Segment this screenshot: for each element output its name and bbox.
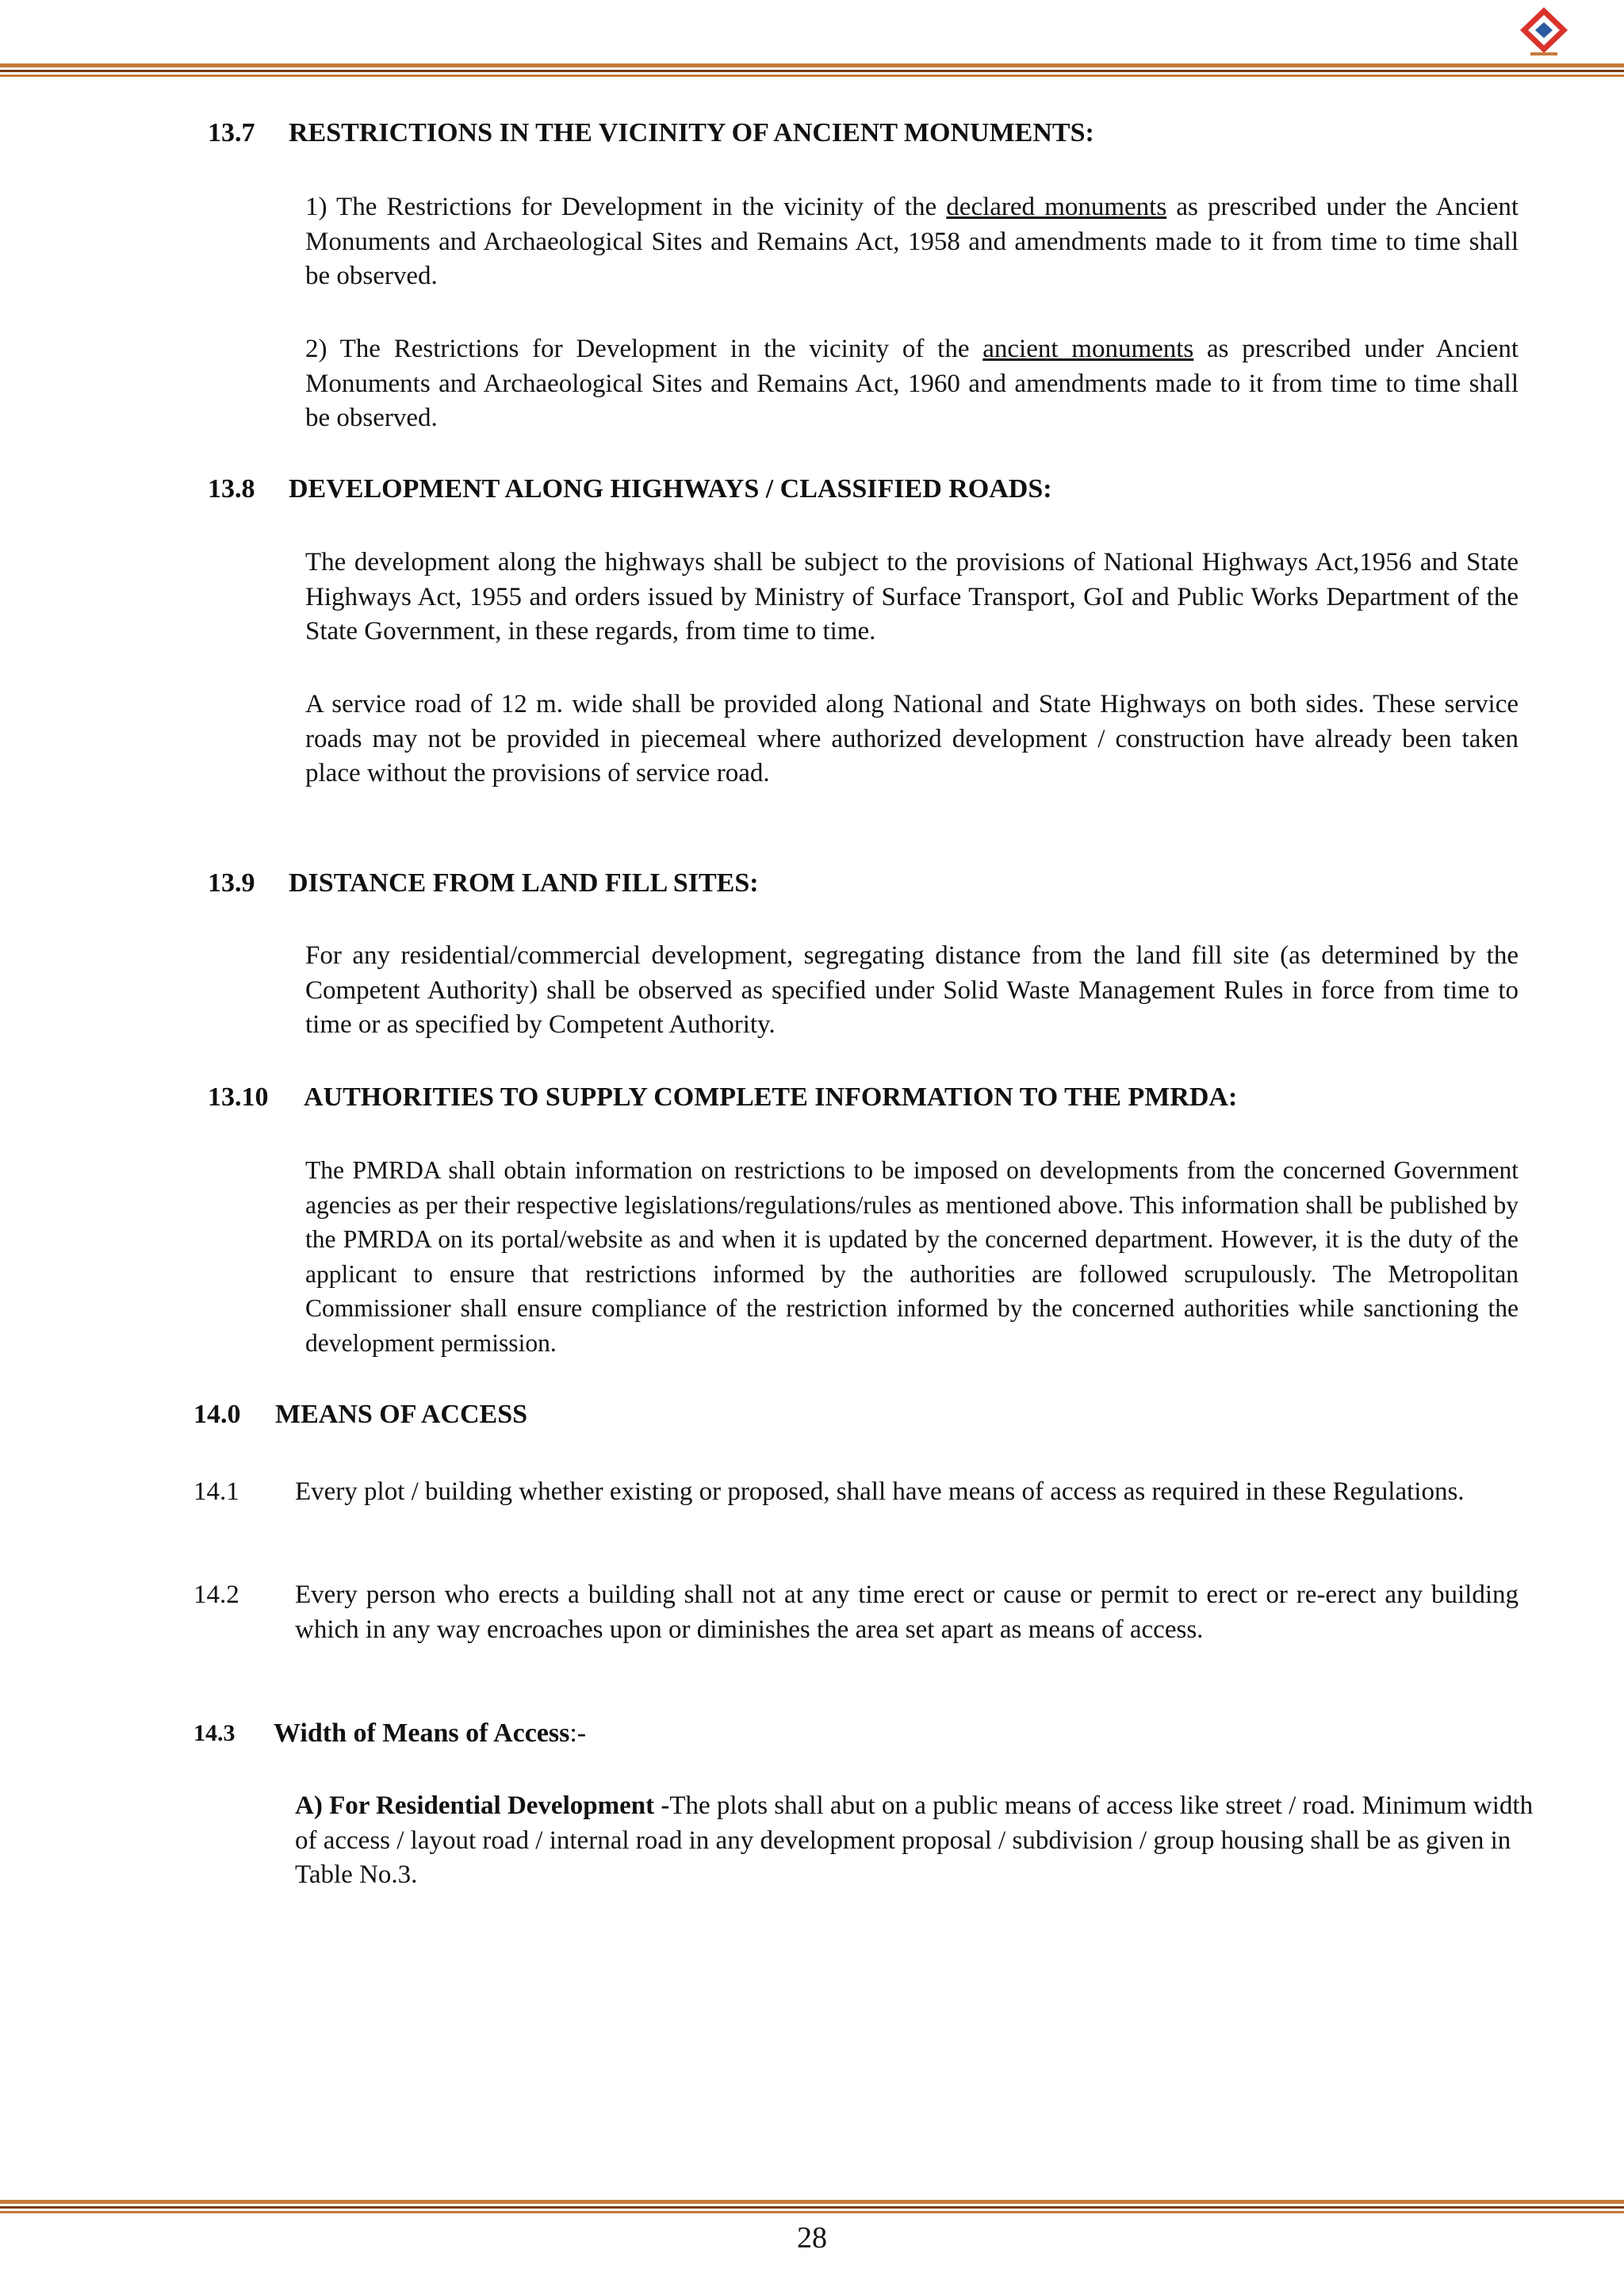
paragraph-text: Every plot / building whether existing or proposed, shall have means of access as required in these Regulations. bbox=[295, 1477, 1465, 1506]
paragraph-13-9-1 bbox=[305, 939, 1519, 1043]
header-rule bbox=[0, 70, 1624, 72]
title-text: Width of Means of Access bbox=[274, 1718, 570, 1748]
section-title bbox=[274, 1718, 586, 1749]
subheading-text: A) For Residential Development - bbox=[295, 1791, 670, 1820]
pmrda-logo-icon bbox=[1516, 6, 1572, 62]
clause-number-14-1: 14.1 bbox=[193, 1477, 239, 1506]
text-span: as prescribed under Ancient Monuments and Archaeological Sites and Remains Act, 1960 and amendments made to it from time to time shall be observed. bbox=[305, 335, 1519, 432]
section-number: 13.7 bbox=[208, 118, 255, 148]
paragraph-13-8-1 bbox=[305, 546, 1519, 649]
paragraph-14-3-a bbox=[295, 1789, 1556, 1893]
section-title: DISTANCE FROM LAND FILL SITES: bbox=[289, 868, 759, 898]
text-span: 2) The Restrictions for Development in the vicinity of the bbox=[305, 335, 983, 363]
page-number: 28 bbox=[797, 2221, 827, 2255]
footer-rule bbox=[0, 2206, 1624, 2209]
paragraph-text: For any residential/commercial development, segregating distance from the land fill site (as determined by the Competent Authority) shall be observed as specified under Solid Waste Management Rules in force from time to time or as specified by Competent Authority. bbox=[305, 941, 1519, 1039]
paragraph-text: The PMRDA shall obtain information on restrictions to be imposed on developments from the concerned Government agencies as per their respective legislations/regulations/rules as mentioned above. This information shall be published by the PMRDA on its portal/website as and when it is updated by the concerned department. However, it is the duty of the applicant to ensure that restrictions informed by the authorities are followed scrupulously. The Metropolitan Commissioner shall ensure compliance of the restriction informed by the concerned authorities while sanctioning the development permission. bbox=[305, 1156, 1519, 1357]
text-span: as prescribed under the Ancient Monuments and Archaeological Sites and Remains Act, 1958 and amendments made to it from time to time shall be observed. bbox=[305, 193, 1519, 290]
section-number: 13.10 bbox=[208, 1082, 269, 1112]
paragraph-13-10-1 bbox=[305, 1153, 1519, 1360]
text-span: The plots shall abut on a public means of access like street / road. Minimum width of access / layout road / internal road in any development proposal / subdivision / group housing shall be as given in Table No.3. bbox=[295, 1791, 1534, 1889]
section-number: 14.3 bbox=[193, 1720, 236, 1746]
paragraph-13-7-2 bbox=[305, 332, 1519, 436]
header-rule bbox=[0, 63, 1624, 67]
footer-rule bbox=[0, 2200, 1624, 2204]
paragraph-text: Every person who erects a building shall not at any time erect or cause or permit to erect or re-erect any building which in any way encroaches upon or diminishes the area set apart as means of access. bbox=[295, 1580, 1519, 1644]
section-title: DEVELOPMENT ALONG HIGHWAYS / CLASSIFIED ROADS: bbox=[289, 474, 1052, 504]
section-number: 13.9 bbox=[208, 868, 255, 898]
paragraph-text: The development along the highways shall be subject to the provisions of National Highways Act,1956 and State Highways Act, 1955 and orders issued by Ministry of Surface Transport, GoI and Public Works Department of the State Government, in these regards, from time to time. bbox=[305, 548, 1519, 646]
section-title: AUTHORITIES TO SUPPLY COMPLETE INFORMATION TO THE PMRDA: bbox=[304, 1082, 1238, 1112]
section-title: RESTRICTIONS IN THE VICINITY OF ANCIENT MONUMENTS: bbox=[289, 118, 1094, 148]
section-title: MEANS OF ACCESS bbox=[275, 1400, 528, 1429]
clause-number-14-2: 14.2 bbox=[193, 1580, 239, 1609]
section-number: 13.8 bbox=[208, 474, 255, 504]
paragraph-text: A service road of 12 m. wide shall be provided along National and State Highways on both sides. These service roads may not be provided in piecemeal where authorized development / construction have already been taken place without the provisions of service road. bbox=[305, 690, 1519, 787]
header-rule bbox=[0, 75, 1624, 77]
underlined-term: declared monuments bbox=[946, 193, 1167, 221]
paragraph-13-8-2 bbox=[305, 688, 1519, 791]
text-span: 1) The Restrictions for Development in the vicinity of the bbox=[305, 193, 947, 221]
paragraph-13-7-1 bbox=[305, 190, 1519, 294]
clause-text-14-1 bbox=[295, 1475, 1519, 1510]
section-number: 14.0 bbox=[193, 1400, 241, 1429]
underlined-term: ancient monuments bbox=[982, 335, 1194, 363]
footer-rule bbox=[0, 2211, 1624, 2213]
title-suffix: :- bbox=[569, 1718, 587, 1748]
clause-text-14-2 bbox=[295, 1578, 1519, 1647]
